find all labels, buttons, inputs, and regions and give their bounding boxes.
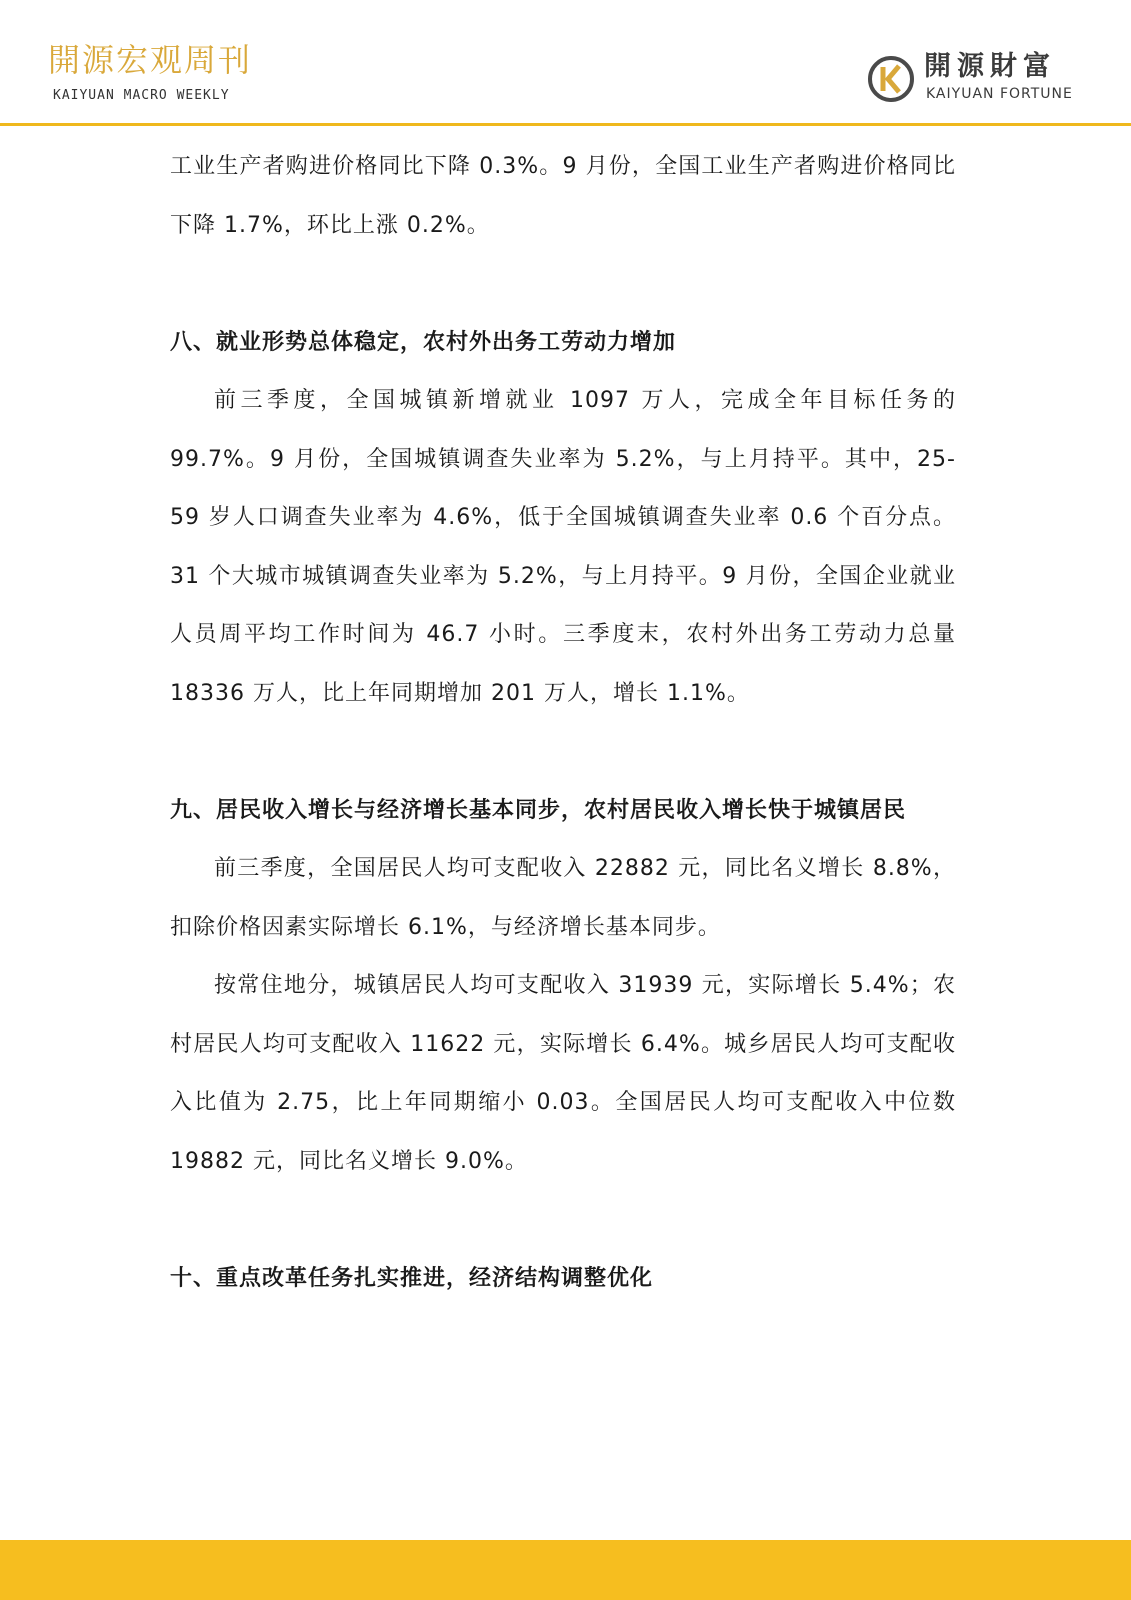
section-heading-10: 十、重点改革任务扎实推进，经济结构调整优化 xyxy=(170,1265,654,1291)
paragraph-continued: 工业生产者购进价格同比下降 0.3%。9 月份，全国工业生产者购进价格同比下降 1.7%，环比上涨 0.2%。 xyxy=(170,154,956,238)
paragraph-employment: 前三季度，全国城镇新增就业 1097 万人，完成全年目标任务的 99.7%。9 月份，全国城镇调查失业率为 5.2%，与上月持平。其中，25-59 岁人口调查失业率为 4.6%，低于全国城镇调查失业率 0.6 个百分点。31 个大城市城镇调查失业率为 5.2%，与上月持平。9 月份，全国企业就业人员周平均工作时间为 46.7 小时。三季度末，农村外出务工劳动力总量 18336 万人，比上年同期增加 201 万人，增长 1.1%。 xyxy=(170,388,956,706)
publication-title: 開源宏观周刊 xyxy=(48,41,253,79)
logo-text-en: KAIYUAN FORTUNE xyxy=(926,86,1073,102)
footer-bar xyxy=(0,1540,1131,1600)
paragraph-income-urban-rural: 按常住地分，城镇居民人均可支配收入 31939 元，实际增长 5.4%；农村居民人均可支配收入 11622 元，实际增长 6.4%。城乡居民人均可支配收入比值为 2.75，比上年同期缩小 0.03。全国居民人均可支配收入中位数 19882 元，同比名义增长 9.0%。 xyxy=(170,973,956,1174)
header-divider xyxy=(0,123,1131,126)
page-header xyxy=(0,0,1131,124)
publication-subtitle: KAIYUAN MACRO WEEKLY xyxy=(53,88,230,103)
section-heading-9: 九、居民收入增长与经济增长基本同步，农村居民收入增长快于城镇居民 xyxy=(170,797,907,823)
company-logo xyxy=(866,50,1106,106)
logo-text-cn: 開源財富 xyxy=(924,51,1056,82)
section-heading-8: 八、就业形势总体稳定，农村外出务工劳动力增加 xyxy=(170,329,677,355)
article-body xyxy=(170,138,956,1308)
paragraph-income-national: 前三季度，全国居民人均可支配收入 22882 元，同比名义增长 8.8%，扣除价格因素实际增长 6.1%，与经济增长基本同步。 xyxy=(170,856,956,940)
kaiyuan-logo-icon xyxy=(866,54,916,104)
